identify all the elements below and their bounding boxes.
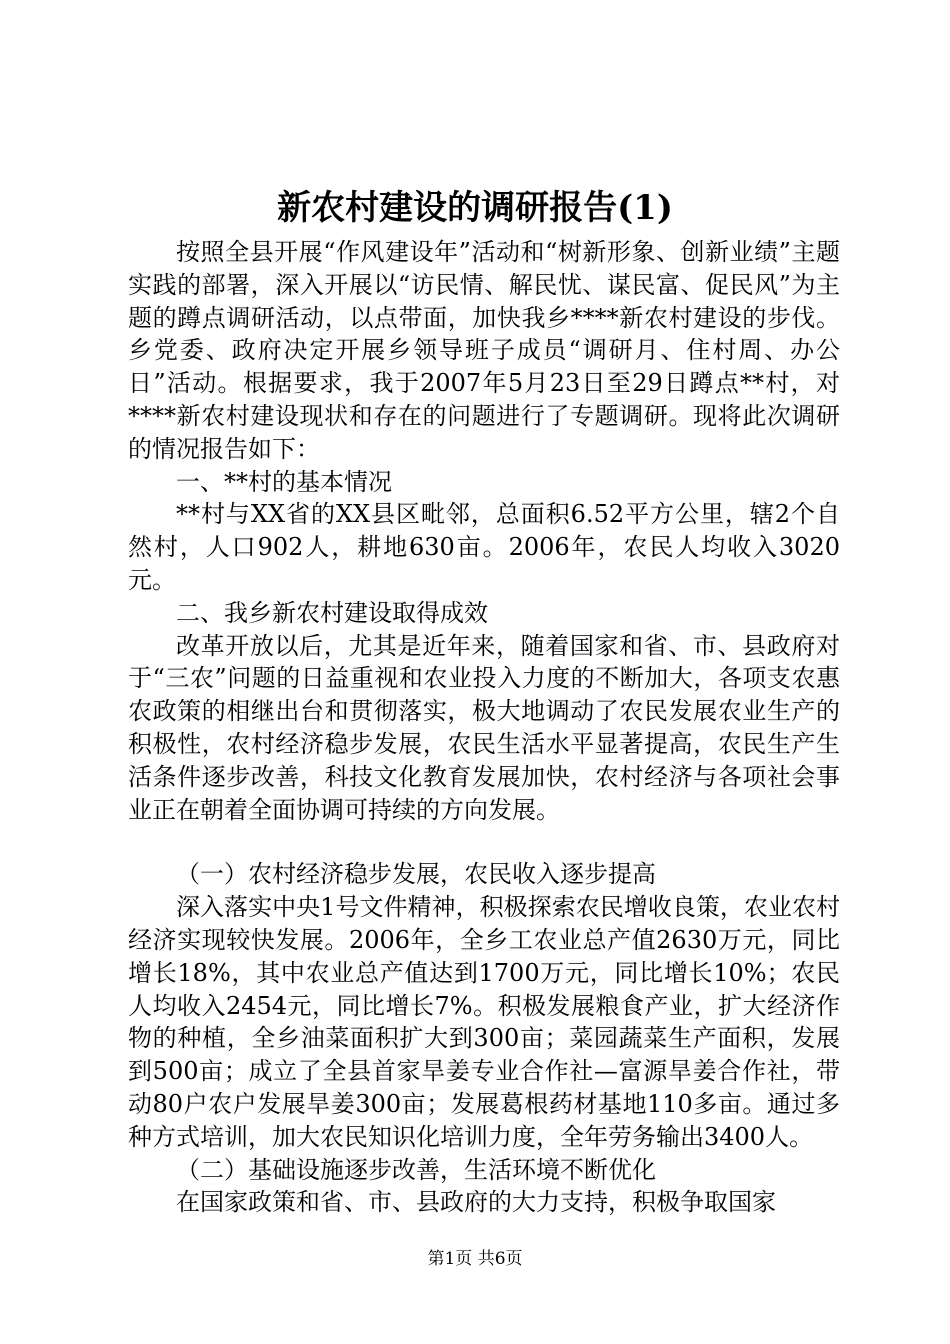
economy-paragraph: 深入落实中央1号文件精神，积极探索农民增收良策，农业农村经济实现较快发展。2006年，全乡工农业总产值2630万元，同比增长18%，其中农业总产值达到1700万元，同比增长10%；农民人均收入2454元，同比增长7%。积极发展粮食产业，扩大经济作物的种植，全乡油菜面积扩大到300亩；菜园蔬菜生产面积，发展到500亩；成立了全县首家旱姜专业合作社—富源旱姜合作社，带动80户农户发展旱姜300亩；发展葛根药材基地110多亩。通过多种方式培训，加大农民知识化培训力度，全年劳务输出3400人。 xyxy=(128,893,840,1151)
page-number-footer: 第1页 共6页 xyxy=(427,1249,523,1269)
infrastructure-paragraph: 在国家政策和省、市、县政府的大力支持，积极争取国家 xyxy=(176,1188,776,1217)
section-heading-2: 二、我乡新农村建设取得成效 xyxy=(176,598,488,627)
subsection-heading-1: （一）农村经济稳步发展，农民收入逐步提高 xyxy=(176,860,656,889)
intro-paragraph: 按照全县开展“作风建设年”活动和“树新形象、创新业绩”主题实践的部署，深入开展以“访民情、解民忧、谋民富、促民风”为主题的蹲点调研活动，以点带面，加快我乡****新农村建设的步伐。乡党委、政府决定开展乡领导班子成员“调研月、住村周、办公日”活动。根据要求，我于2007年5月23日至29日蹲点**村，对****新农村建设现状和存在的问题进行了专题调研。现将此次调研的情况报告如下： xyxy=(128,238,840,463)
section-heading-1: 一、**村的基本情况 xyxy=(176,467,392,496)
village-info-paragraph: **村与XX省的XX县区毗邻，总面积6.52平方公里，辖2个自然村，人口902人，耕地630亩。2006年，农民人均收入3020元。 xyxy=(128,500,840,594)
document-title: 新农村建设的调研报告(1) xyxy=(277,188,673,228)
achievements-paragraph: 改革开放以后，尤其是近年来，随着国家和省、市、县政府对于“三农”问题的日益重视和农业投入力度的不断加大，各项支农惠农政策的相继出台和贯彻落实，极大地调动了农民发展农业生产的积极性，农村经济稳步发展，农民生活水平显著提高，农民生产生活条件逐步改善，科技文化教育发展加快，农村经济与各项社会事业正在朝着全面协调可持续的方向发展。 xyxy=(128,631,840,824)
subsection-heading-2: （二）基础设施逐步改善，生活环境不断优化 xyxy=(176,1155,656,1184)
document-body xyxy=(128,236,840,1219)
